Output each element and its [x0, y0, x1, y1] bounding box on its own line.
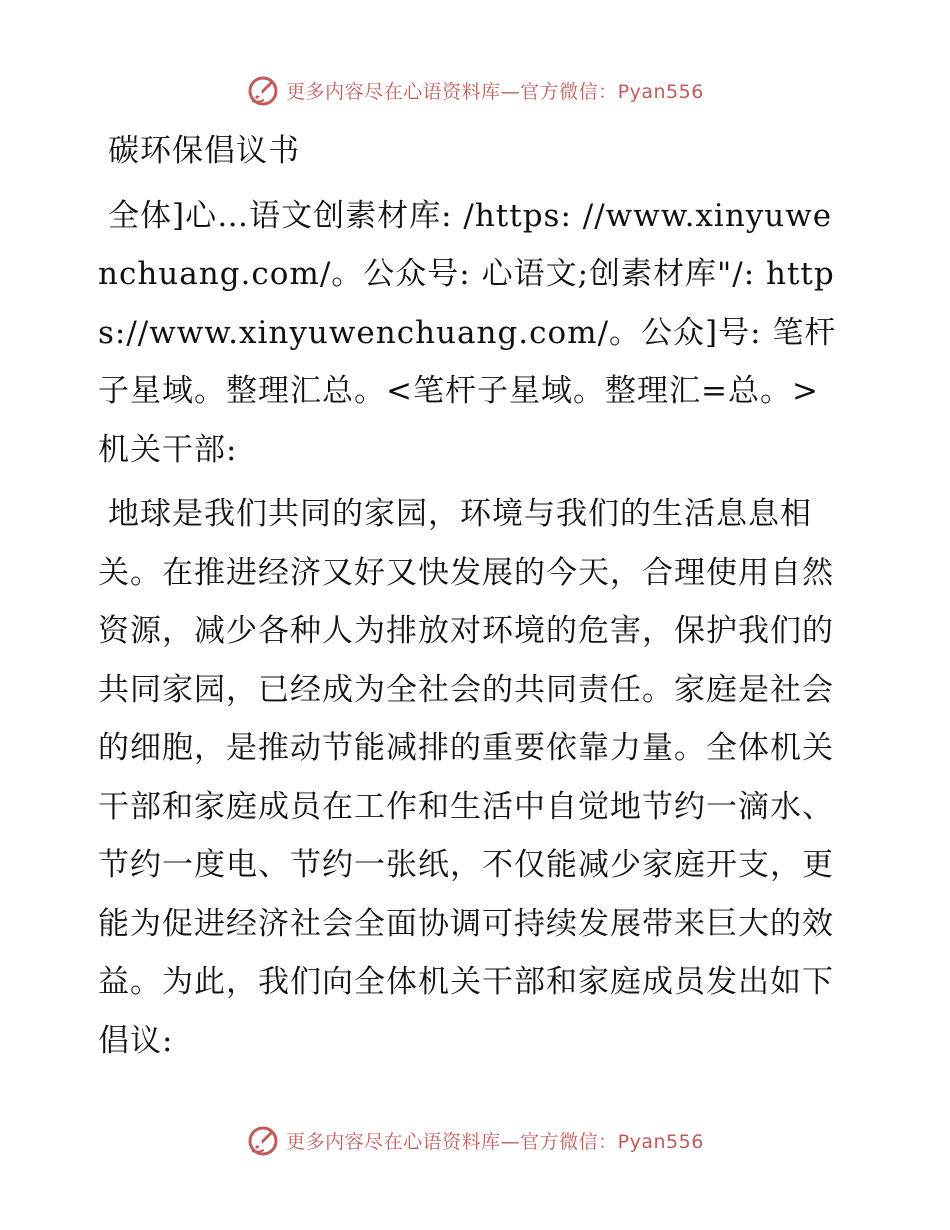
banner-text: 更多内容尽在心语资料库—官方微信：Pyan556	[286, 80, 704, 103]
quill-seal-icon	[246, 1123, 280, 1157]
paragraph-body	[98, 485, 850, 1070]
paragraph-body-text: 地球是我们共同的家园，环境与我们的生活息息相关。在推进经济又好又快发展的今天，合理使用自然资源，减少各种人为排放对环境的危害，保护我们的共同家园，已经成为全社会的共同责任。家庭是社会的细胞，是推动节能减排的重要依靠力量。全体机关干部和家庭成员在工作和生活中自觉地节约一滴水、节约一度电、节约一张纸，不仅能减少家庭开支，更能为促进经济社会全面协调可持续发展带来巨大的效益。为此，我们向全体机关干部和家庭成员发出如下倡议:	[98, 496, 834, 1059]
quill-seal-icon	[246, 73, 280, 107]
footer-banner	[0, 1120, 950, 1160]
header-banner	[0, 70, 950, 110]
document-body	[98, 122, 850, 1076]
banner-text: 更多内容尽在心语资料库—官方微信：Pyan556	[286, 1130, 704, 1153]
paragraph-intro	[98, 187, 850, 480]
document-title: 碳环保倡议书	[108, 133, 300, 169]
paragraph-intro-text: 全体]心…语文创素材库: /https: //www.xinyuwenchuang.com/。公众号: 心语文;创素材库"/: https://www.xinyuwenchuang.com/。公众]号: 笔杆子星域。整理汇总。<笔杆子星域。整理汇=总。>机关干部:	[98, 197, 837, 468]
